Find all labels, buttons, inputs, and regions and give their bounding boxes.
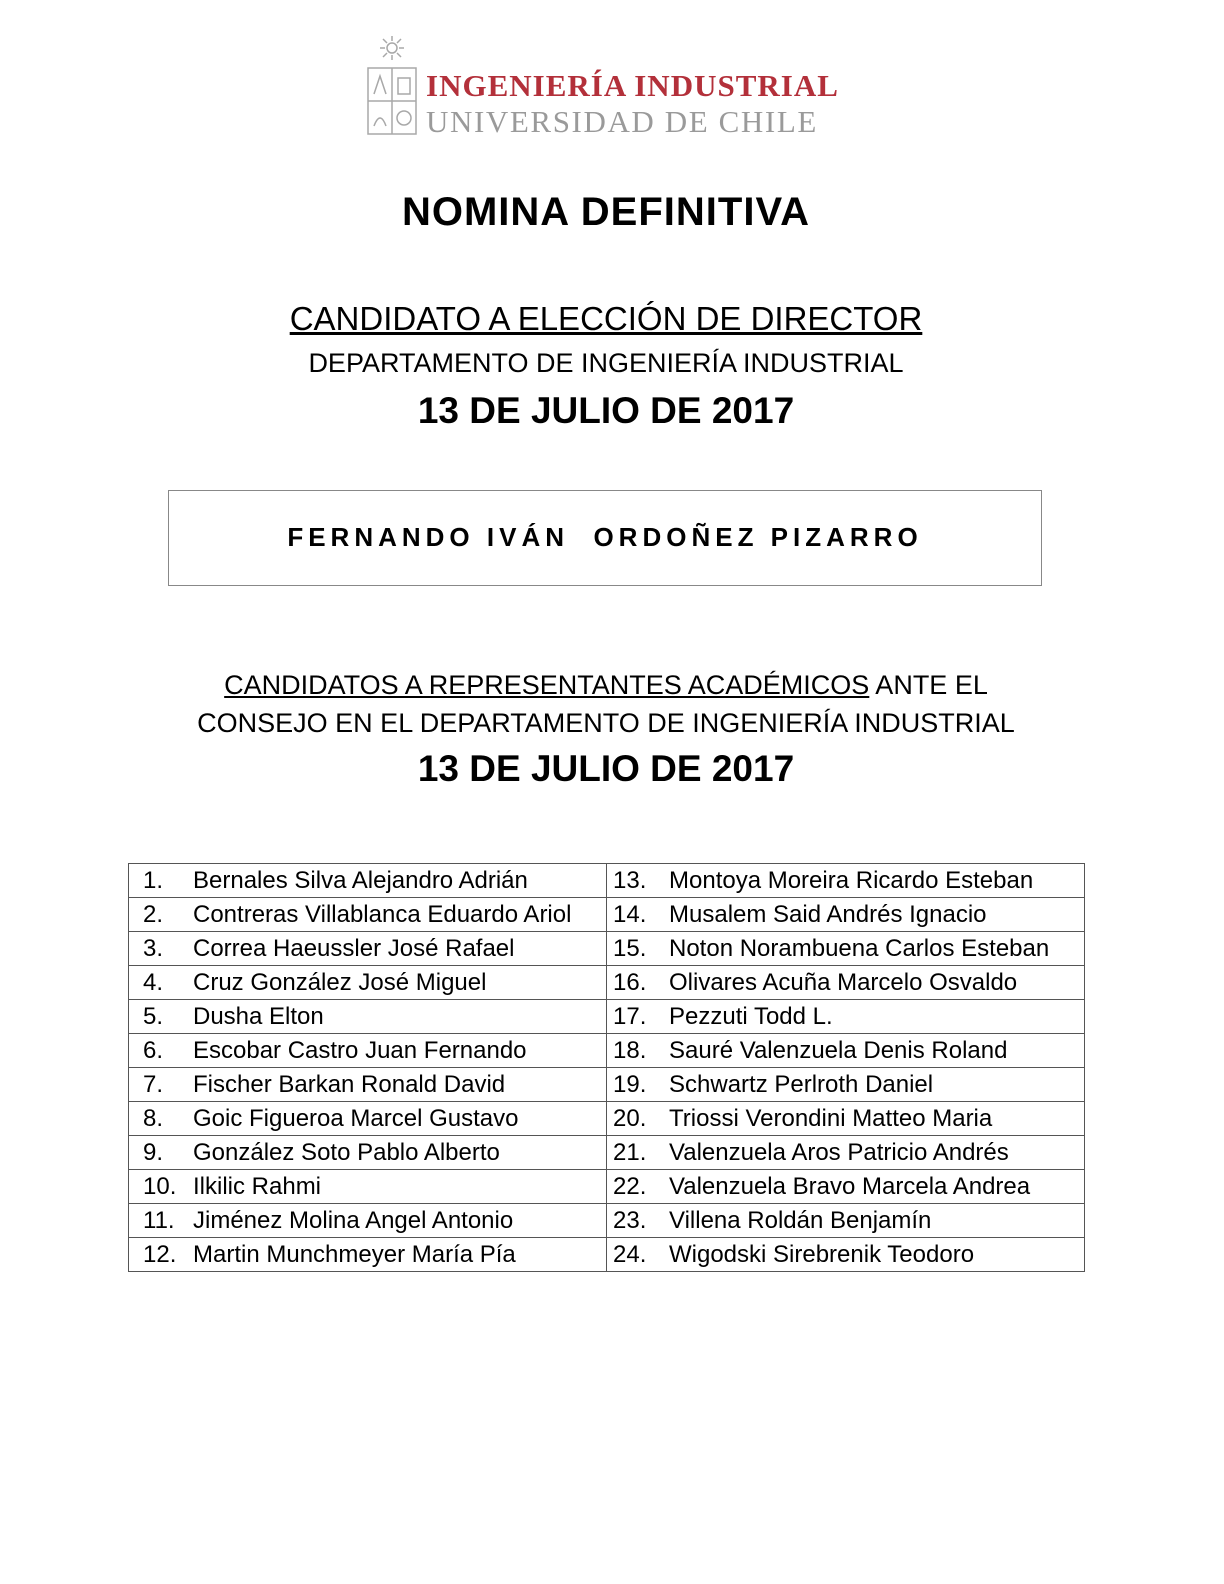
- table-row: [129, 898, 1085, 932]
- candidate-cell: [129, 1000, 607, 1034]
- candidate-name: Bernales Silva Alejandro Adrián: [193, 866, 528, 894]
- candidate-number: 22.: [613, 1172, 647, 1200]
- candidate-cell: [129, 966, 607, 1000]
- candidate-name: Villena Roldán Benjamín: [669, 1206, 932, 1234]
- candidate-number: 21.: [613, 1138, 647, 1166]
- candidate-name: Noton Norambuena Carlos Esteban: [669, 934, 1050, 962]
- candidate-number: 9.: [143, 1138, 164, 1166]
- candidate-number: 11.: [143, 1206, 175, 1234]
- table-row: [129, 1034, 1085, 1068]
- candidate-name: Valenzuela Bravo Marcela Andrea: [669, 1172, 1031, 1200]
- table-row: [129, 932, 1085, 966]
- candidate-number: 24.: [613, 1240, 647, 1268]
- candidate-cell: [607, 1068, 1085, 1102]
- candidate-name: Musalem Said Andrés Ignacio: [669, 900, 987, 928]
- page-title: NOMINA DEFINITIVA: [401, 190, 811, 234]
- candidate-number: 13.: [613, 866, 647, 894]
- candidate-cell: [607, 864, 1085, 898]
- candidate-name: Sauré Valenzuela Denis Roland: [669, 1036, 1008, 1064]
- candidate-name: Martin Munchmeyer María Pía: [193, 1240, 516, 1268]
- university-logo: [362, 34, 842, 138]
- table-row: [129, 1102, 1085, 1136]
- candidates-table: [128, 863, 1085, 1272]
- candidate-name: Jiménez Molina Angel Antonio: [193, 1206, 514, 1234]
- academic-section-heading: [0, 670, 1212, 701]
- candidate-name: Contreras Villablanca Eduardo Ariol: [193, 900, 572, 928]
- candidate-name: Pezzuti Todd L.: [669, 1002, 833, 1030]
- table-row: [129, 1238, 1085, 1272]
- director-candidate-name: FERNANDO IVÁN ORDOÑEZ PIZARRO: [287, 522, 923, 552]
- table-row: [129, 1170, 1085, 1204]
- candidate-cell: [129, 1204, 607, 1238]
- candidate-name: Olivares Acuña Marcelo Osvaldo: [669, 968, 1018, 996]
- candidate-name: Schwartz Perlroth Daniel: [669, 1070, 934, 1098]
- candidate-name: Montoya Moreira Ricardo Esteban: [669, 866, 1034, 894]
- candidate-name: Ilkilic Rahmi: [193, 1172, 322, 1200]
- director-section-heading: CANDIDATO A ELECCIÓN DE DIRECTOR: [289, 300, 923, 337]
- table-row: [129, 966, 1085, 1000]
- candidate-cell: [129, 1136, 607, 1170]
- candidate-number: 23.: [613, 1206, 647, 1234]
- candidate-cell: [129, 864, 607, 898]
- candidate-number: 10.: [143, 1172, 177, 1200]
- academic-election-date: 13 DE JULIO DE 2017: [417, 748, 795, 789]
- candidate-number: 7.: [143, 1070, 164, 1098]
- logo-title: INGENIERÍA INDUSTRIAL: [426, 68, 839, 103]
- candidate-cell: [607, 966, 1085, 1000]
- candidate-number: 15.: [613, 934, 647, 962]
- candidate-number: 2.: [143, 900, 164, 928]
- director-section-department: DEPARTAMENTO DE INGENIERÍA INDUSTRIAL: [308, 348, 904, 378]
- candidate-number: 1.: [143, 866, 164, 894]
- candidate-number: 12.: [143, 1240, 177, 1268]
- candidate-name: Fischer Barkan Ronald David: [193, 1070, 506, 1098]
- candidate-number: 19.: [613, 1070, 647, 1098]
- candidate-number: 18.: [613, 1036, 647, 1064]
- candidate-number: 20.: [613, 1104, 647, 1132]
- candidate-name: González Soto Pablo Alberto: [193, 1138, 500, 1166]
- candidate-cell: [607, 932, 1085, 966]
- candidate-cell: [129, 1034, 607, 1068]
- candidate-cell: [129, 932, 607, 966]
- university-seal-icon: [362, 34, 422, 138]
- candidate-cell: [607, 898, 1085, 932]
- candidate-number: 17.: [613, 1002, 647, 1030]
- candidate-number: 8.: [143, 1104, 164, 1132]
- academic-section-subheading: CONSEJO EN EL DEPARTAMENTO DE INGENIERÍA INDUSTRIAL: [197, 708, 1015, 738]
- candidate-number: 5.: [143, 1002, 164, 1030]
- candidate-cell: [607, 1034, 1085, 1068]
- candidate-name: Wigodski Sirebrenik Teodoro: [669, 1240, 975, 1268]
- candidate-name: Goic Figueroa Marcel Gustavo: [193, 1104, 519, 1132]
- table-row: [129, 1204, 1085, 1238]
- candidate-cell: [129, 898, 607, 932]
- candidate-name: Cruz González José Miguel: [193, 968, 487, 996]
- director-candidate-box: [168, 490, 1042, 586]
- academic-section-heading-underlined: CANDIDATOS A REPRESENTANTES ACADÉMICOS: [224, 670, 870, 700]
- candidate-name: Dusha Elton: [193, 1002, 324, 1030]
- table-row: [129, 864, 1085, 898]
- candidate-name: Correa Haeussler José Rafael: [193, 934, 515, 962]
- candidate-cell: [607, 1102, 1085, 1136]
- table-row: [129, 1000, 1085, 1034]
- candidate-name: Escobar Castro Juan Fernando: [193, 1036, 527, 1064]
- candidate-cell: [607, 1204, 1085, 1238]
- table-row: [129, 1136, 1085, 1170]
- academic-section-heading-rest: ANTE EL: [869, 670, 988, 700]
- table-row: [129, 1068, 1085, 1102]
- candidate-cell: [607, 1000, 1085, 1034]
- candidate-name: Valenzuela Aros Patricio Andrés: [669, 1138, 1009, 1166]
- candidate-cell: [129, 1102, 607, 1136]
- logo-subtitle: UNIVERSIDAD DE CHILE: [426, 104, 818, 139]
- candidate-cell: [607, 1238, 1085, 1272]
- candidate-number: 14.: [613, 900, 647, 928]
- candidate-cell: [607, 1136, 1085, 1170]
- candidate-cell: [607, 1170, 1085, 1204]
- candidate-number: 4.: [143, 968, 164, 996]
- candidate-number: 16.: [613, 968, 647, 996]
- candidate-cell: [129, 1238, 607, 1272]
- candidate-name: Triossi Verondini Matteo Maria: [669, 1104, 993, 1132]
- director-election-date: 13 DE JULIO DE 2017: [417, 390, 795, 431]
- candidate-number: 3.: [143, 934, 164, 962]
- candidate-cell: [129, 1170, 607, 1204]
- candidate-number: 6.: [143, 1036, 164, 1064]
- candidate-cell: [129, 1068, 607, 1102]
